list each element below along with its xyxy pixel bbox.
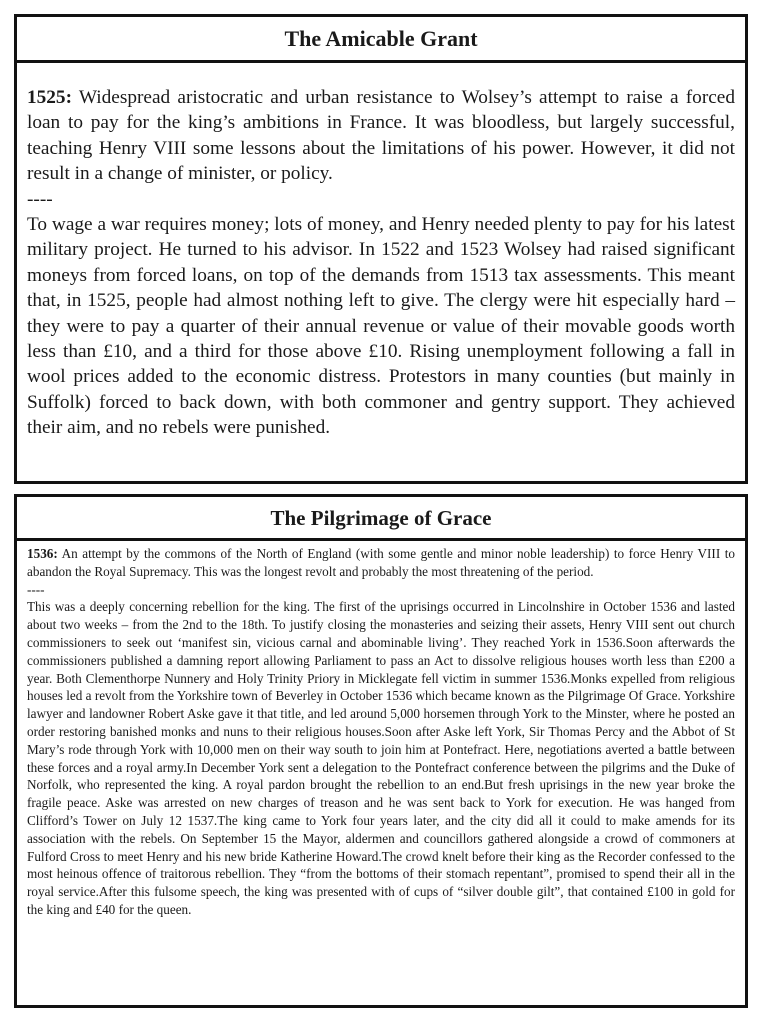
section-body bbox=[17, 63, 745, 441]
summary-text: An attempt by the commons of the North of England (with some gentle and minor noble leadership) to force Henry VIII to abandon the Royal Supremacy. This was the longest revolt and probably the most threatening of the period. bbox=[27, 546, 735, 579]
separator: ---- bbox=[27, 188, 53, 210]
summary-paragraph bbox=[27, 545, 735, 581]
year-label: 1536: bbox=[27, 546, 58, 561]
summary-paragraph bbox=[27, 85, 735, 187]
separator: ---- bbox=[27, 581, 45, 597]
summary-text: Widespread aristocratic and urban resistance to Wolsey’s attempt to raise a forced loan to pay for the king’s ambitions in France. It was bloodless, but largely successful, teaching Henry VIII some lessons about the limitations of his power. However, it did not result in a change of minister, or policy. bbox=[27, 87, 735, 185]
detail-paragraph: This was a deeply concerning rebellion for the king. The first of the uprisings occurred in Lincolnshire in October 1536 and lasted about two weeks – from the 2nd to the 18th. To justify closing the monasteries and seizing their assets, Henry VIII sent out church commissioners to seek out ‘manifest sin, vicious carnal and abominable living’. They reached York in 1536.Soon afterwards the commissioners published a damning report allowing Parliament to pass an Act to dissolve religious houses worth less than £200 a year. Both Clementhorpe Nunnery and Holy Trinity Priory in Micklegate fell victim in summer 1536.Monks expelled from religious houses led a revolt from the Yorkshire town of Beverley in October 1536 which became known as the Pilgrimage Of Grace. Yorkshire lawyer and landowner Robert Aske gave it that title, and led around 5,000 horsemen through York to the Minster, where he posted an order restoring banished monks and nuns to their religious houses.Soon after Aske left York, Sir Thomas Percy and the Abbot of St Mary’s rode through York with 10,000 men on their way south to join him at Pontefract. Here, negotiations averted a battle between these forces and a royal army.In December York sent a delegation to the Pontefract conference between the pilgrims and the Duke of Norfolk, who represented the king. A royal pardon brought the rebellion to an end.But fresh uprisings in the new year broke the fragile peace. Aske was arrested on new charges of treason and he was sent back to York for execution. He was hanged from Clifford’s Tower on July 12 1537.The king came to York four years later, and the city did all it could to make amends for its association with the rebels. On September 15 the Mayor, aldermen and councillors gathered alongside a crowd of commoners at Fulford Cross to meet Henry and his new bride Katherine Howard.The crowd knelt before their king as the Recorder confessed to the most heinous offence of traitorous rebellion. They “from the bottoms of their stomach repentant”, promised to spend their all in the royal service.After this fulsome speech, the king was presented with of cups of “silver double gilt”, that contained £100 in gold for the king and £40 for the queen. bbox=[27, 599, 735, 917]
year-label: 1525: bbox=[27, 87, 72, 108]
section-body bbox=[17, 541, 745, 919]
amicable-grant-card bbox=[14, 14, 748, 484]
pilgrimage-of-grace-card bbox=[14, 494, 748, 1008]
section-title: The Pilgrimage of Grace bbox=[17, 497, 745, 541]
detail-paragraph: To wage a war requires money; lots of money, and Henry needed plenty to pay for his latest military project. He turned to his advisor. In 1522 and 1523 Wolsey had raised significant moneys from forced loans, on top of the demands from 1513 tax assessments. This meant that, in 1525, people had almost nothing left to give. The clergy were hit especially hard – they were to pay a quarter of their annual revenue or value of their movable goods worth less than £10, and a third for those above £10. Rising unemployment following a fall in wool prices added to the economic distress. Protestors in many counties (but mainly in Suffolk) forced to back down, with both commoner and gentry support. They achieved their aim, and no rebels were punished. bbox=[27, 214, 735, 439]
section-title: The Amicable Grant bbox=[17, 17, 745, 63]
